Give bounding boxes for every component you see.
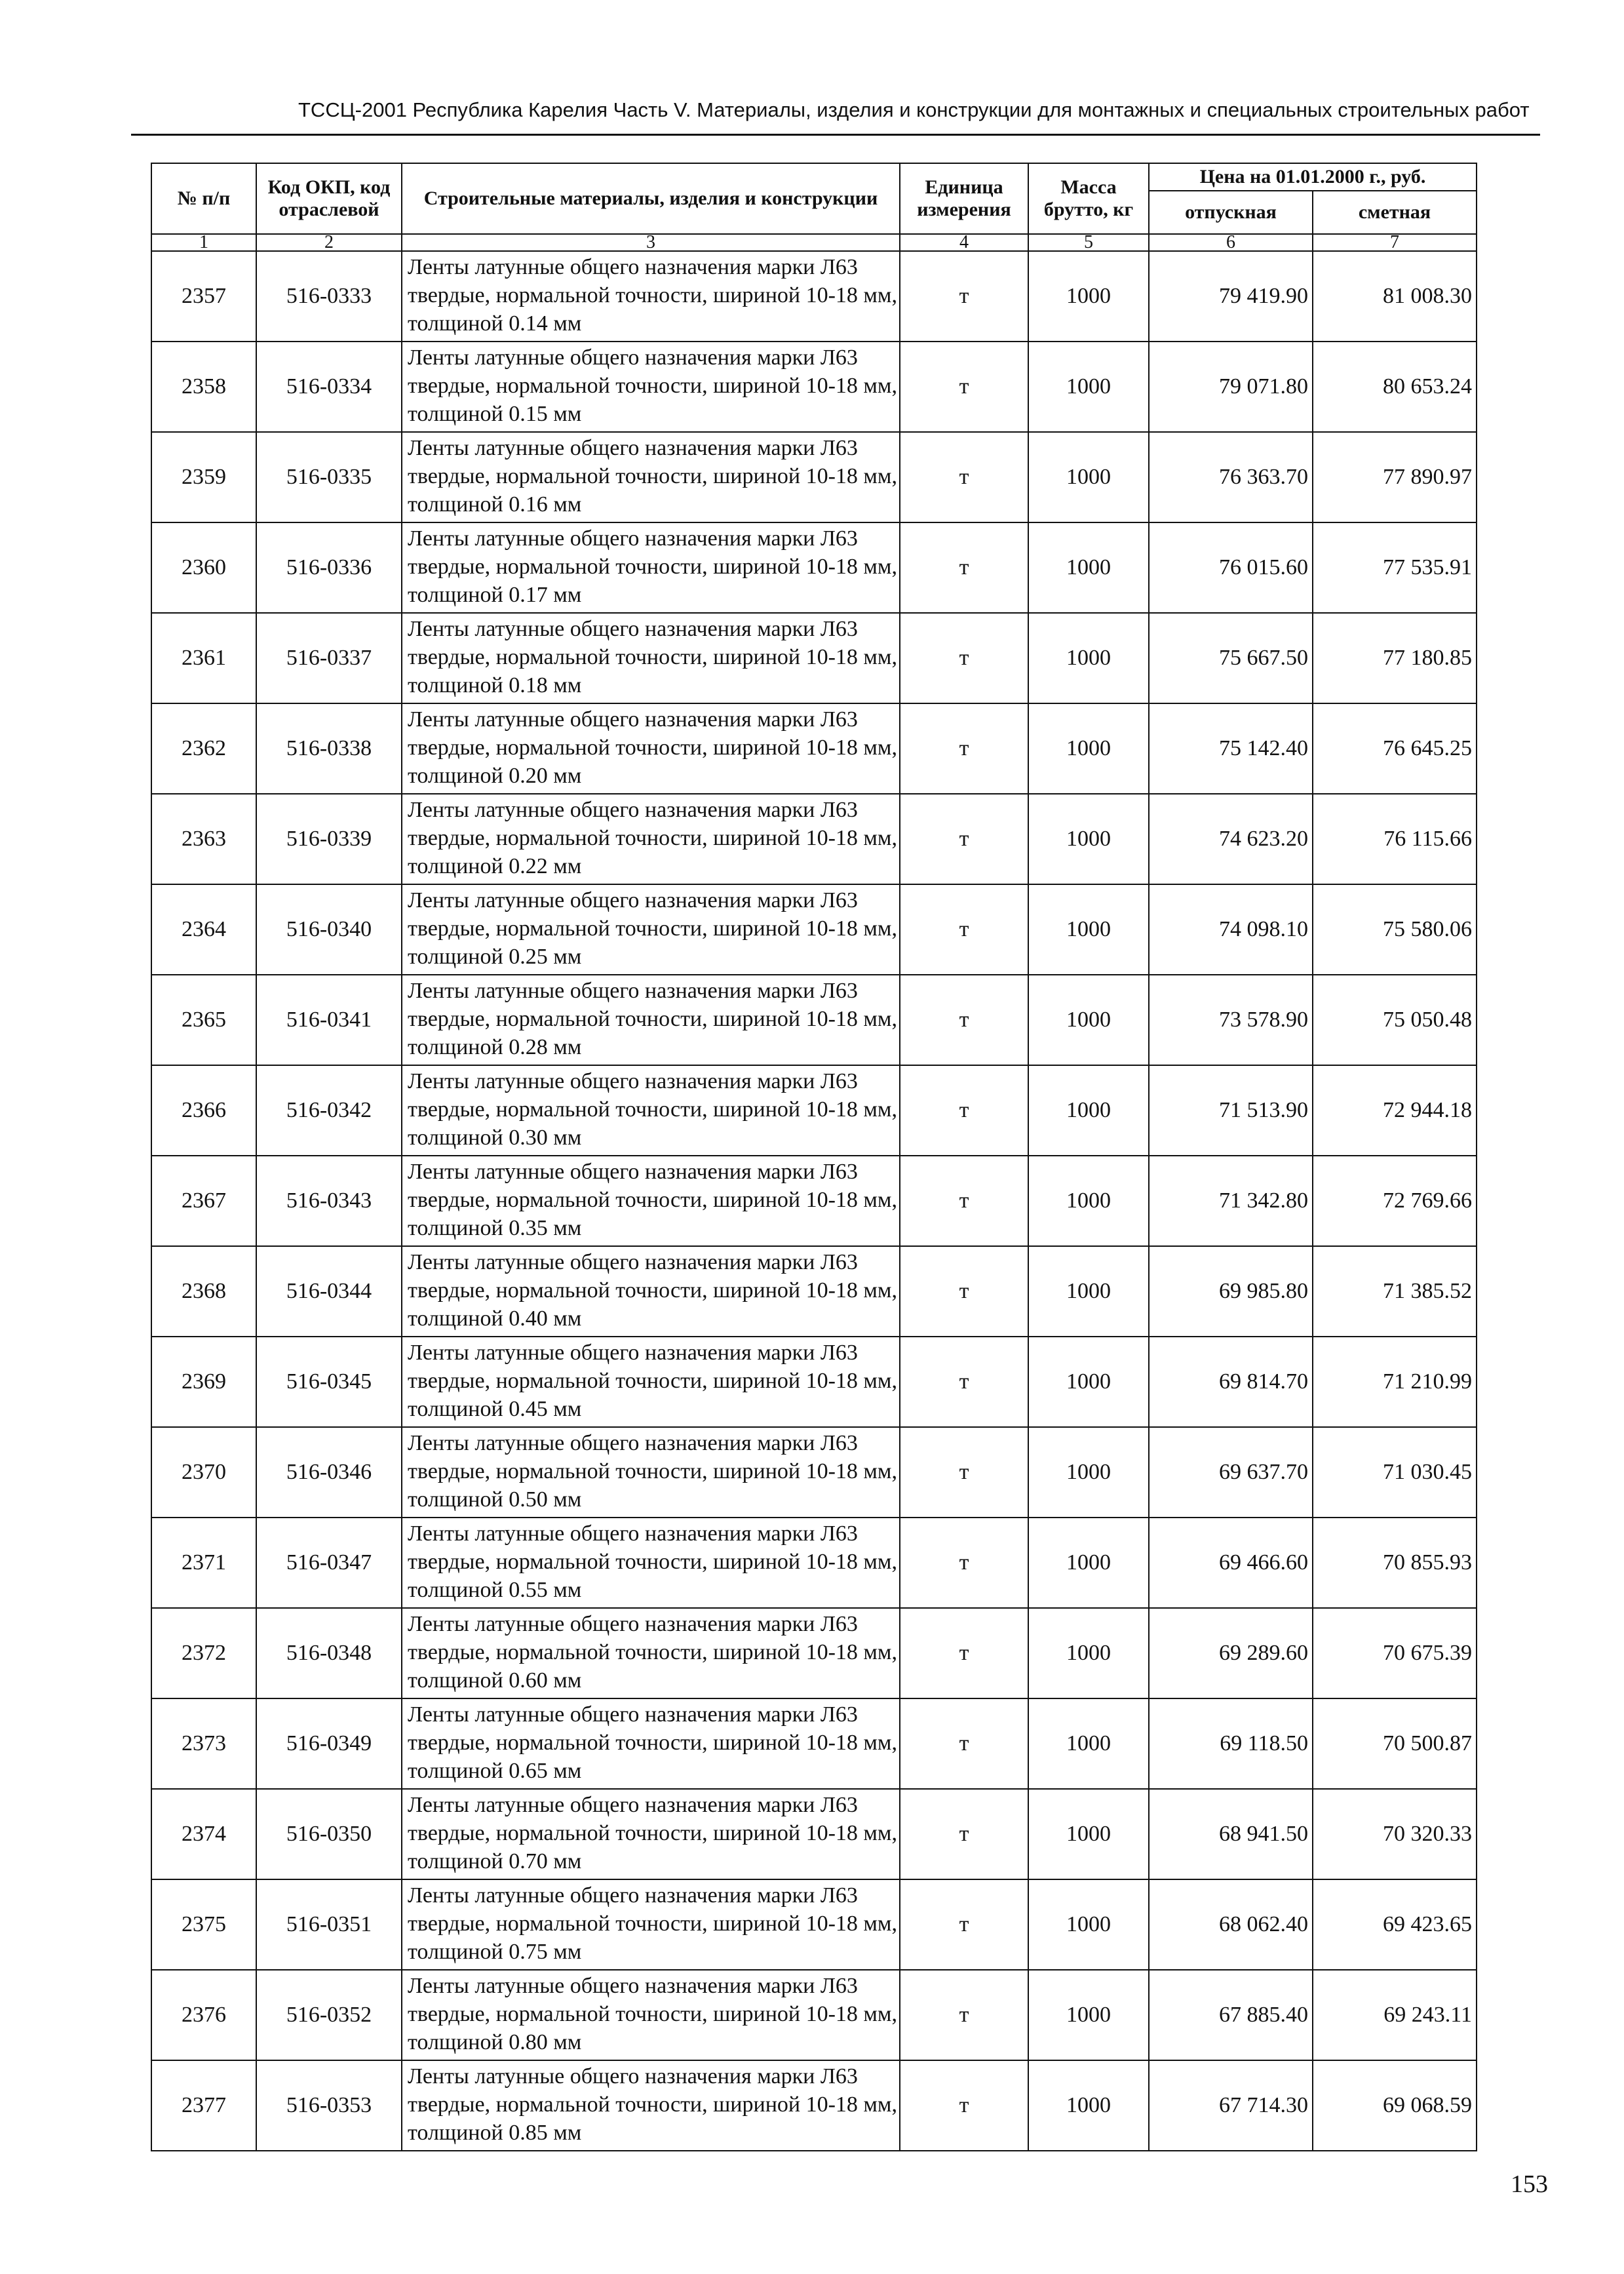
material-description: Ленты латунные общего назначения марки Л63 твердые, нормальной точности, шириной 10-18 мм, толщиной 0.60 мм	[402, 1608, 900, 1698]
okp-code: 516-0351	[256, 1879, 402, 1970]
release-price: 75 142.40	[1149, 703, 1313, 794]
material-description: Ленты латунные общего назначения марки Л63 твердые, нормальной точности, шириной 10-18 мм, толщиной 0.28 мм	[402, 975, 900, 1065]
row-number: 2367	[151, 1156, 256, 1246]
gross-mass: 1000	[1028, 522, 1149, 613]
material-description: Ленты латунные общего назначения марки Л63 твердые, нормальной точности, шириной 10-18 мм, толщиной 0.30 мм	[402, 1065, 900, 1156]
gross-mass: 1000	[1028, 1246, 1149, 1337]
unit-of-measure: т	[900, 794, 1028, 884]
gross-mass: 1000	[1028, 703, 1149, 794]
gross-mass: 1000	[1028, 1879, 1149, 1970]
estimate-price: 70 675.39	[1313, 1608, 1477, 1698]
okp-code: 516-0353	[256, 2060, 402, 2151]
release-price: 74 098.10	[1149, 884, 1313, 975]
okp-code: 516-0335	[256, 432, 402, 522]
gross-mass: 1000	[1028, 1970, 1149, 2060]
row-number: 2368	[151, 1246, 256, 1337]
estimate-price: 76 115.66	[1313, 794, 1477, 884]
estimate-price: 77 180.85	[1313, 613, 1477, 703]
unit-of-measure: т	[900, 1065, 1028, 1156]
col-header-mass: Масса брутто, кг	[1028, 163, 1149, 234]
material-description: Ленты латунные общего назначения марки Л63 твердые, нормальной точности, шириной 10-18 мм, толщиной 0.14 мм	[402, 251, 900, 342]
table-row	[151, 432, 1477, 522]
table-row	[151, 2060, 1477, 2151]
release-price: 71 342.80	[1149, 1156, 1313, 1246]
table-row	[151, 1246, 1477, 1337]
estimate-price: 70 500.87	[1313, 1698, 1477, 1789]
material-description: Ленты латунные общего назначения марки Л63 твердые, нормальной точности, шириной 10-18 мм, толщиной 0.55 мм	[402, 1518, 900, 1608]
unit-of-measure: т	[900, 1427, 1028, 1518]
release-price: 69 466.60	[1149, 1518, 1313, 1608]
release-price: 79 419.90	[1149, 251, 1313, 342]
table-row	[151, 975, 1477, 1065]
gross-mass: 1000	[1028, 342, 1149, 432]
gross-mass: 1000	[1028, 1156, 1149, 1246]
material-description: Ленты латунные общего назначения марки Л63 твердые, нормальной точности, шириной 10-18 мм, толщиной 0.22 мм	[402, 794, 900, 884]
material-description: Ленты латунные общего назначения марки Л63 твердые, нормальной точности, шириной 10-18 мм, толщиной 0.40 мм	[402, 1246, 900, 1337]
unit-of-measure: т	[900, 884, 1028, 975]
estimate-price: 69 243.11	[1313, 1970, 1477, 2060]
column-number: 3	[402, 234, 900, 251]
gross-mass: 1000	[1028, 1518, 1149, 1608]
table-row	[151, 1698, 1477, 1789]
material-description: Ленты латунные общего назначения марки Л63 твердые, нормальной точности, шириной 10-18 мм, толщиной 0.20 мм	[402, 703, 900, 794]
row-number: 2362	[151, 703, 256, 794]
estimate-price: 75 050.48	[1313, 975, 1477, 1065]
row-number: 2371	[151, 1518, 256, 1608]
gross-mass: 1000	[1028, 884, 1149, 975]
okp-code: 516-0345	[256, 1337, 402, 1427]
material-description: Ленты латунные общего назначения марки Л63 твердые, нормальной точности, шириной 10-18 мм, толщиной 0.70 мм	[402, 1789, 900, 1879]
col-header-price-group: Цена на 01.01.2000 г., руб.	[1149, 163, 1477, 191]
gross-mass: 1000	[1028, 1698, 1149, 1789]
unit-of-measure: т	[900, 1698, 1028, 1789]
page-number: 153	[1511, 2170, 1548, 2198]
unit-of-measure: т	[900, 2060, 1028, 2151]
material-description: Ленты латунные общего назначения марки Л63 твердые, нормальной точности, шириной 10-18 мм, толщиной 0.16 мм	[402, 432, 900, 522]
okp-code: 516-0343	[256, 1156, 402, 1246]
estimate-price: 72 944.18	[1313, 1065, 1477, 1156]
release-price: 69 985.80	[1149, 1246, 1313, 1337]
row-number: 2377	[151, 2060, 256, 2151]
row-number: 2376	[151, 1970, 256, 2060]
header-rule	[131, 134, 1540, 136]
material-description: Ленты латунные общего назначения марки Л63 твердые, нормальной точности, шириной 10-18 мм, толщиной 0.50 мм	[402, 1427, 900, 1518]
release-price: 67 885.40	[1149, 1970, 1313, 2060]
row-number: 2369	[151, 1337, 256, 1427]
estimate-price: 72 769.66	[1313, 1156, 1477, 1246]
column-number: 6	[1149, 234, 1313, 251]
material-description: Ленты латунные общего назначения марки Л63 твердые, нормальной точности, шириной 10-18 мм, толщиной 0.35 мм	[402, 1156, 900, 1246]
gross-mass: 1000	[1028, 1789, 1149, 1879]
table-row	[151, 1879, 1477, 1970]
column-number: 1	[151, 234, 256, 251]
table-row	[151, 1427, 1477, 1518]
gross-mass: 1000	[1028, 1337, 1149, 1427]
row-number: 2372	[151, 1608, 256, 1698]
release-price: 69 118.50	[1149, 1698, 1313, 1789]
price-table	[151, 163, 1477, 2151]
unit-of-measure: т	[900, 1156, 1028, 1246]
unit-of-measure: т	[900, 1337, 1028, 1427]
okp-code: 516-0340	[256, 884, 402, 975]
release-price: 68 062.40	[1149, 1879, 1313, 1970]
material-description: Ленты латунные общего назначения марки Л63 твердые, нормальной точности, шириной 10-18 мм, толщиной 0.17 мм	[402, 522, 900, 613]
material-description: Ленты латунные общего назначения марки Л63 твердые, нормальной точности, шириной 10-18 мм, толщиной 0.25 мм	[402, 884, 900, 975]
release-price: 73 578.90	[1149, 975, 1313, 1065]
row-number: 2375	[151, 1879, 256, 1970]
okp-code: 516-0348	[256, 1608, 402, 1698]
gross-mass: 1000	[1028, 975, 1149, 1065]
gross-mass: 1000	[1028, 251, 1149, 342]
row-number: 2366	[151, 1065, 256, 1156]
estimate-price: 71 210.99	[1313, 1337, 1477, 1427]
table-row	[151, 522, 1477, 613]
table-row	[151, 1337, 1477, 1427]
estimate-price: 75 580.06	[1313, 884, 1477, 975]
release-price: 71 513.90	[1149, 1065, 1313, 1156]
release-price: 69 637.70	[1149, 1427, 1313, 1518]
estimate-price: 70 320.33	[1313, 1789, 1477, 1879]
estimate-price: 76 645.25	[1313, 703, 1477, 794]
unit-of-measure: т	[900, 342, 1028, 432]
material-description: Ленты латунные общего назначения марки Л63 твердые, нормальной точности, шириной 10-18 мм, толщиной 0.65 мм	[402, 1698, 900, 1789]
unit-of-measure: т	[900, 251, 1028, 342]
column-number: 7	[1313, 234, 1477, 251]
okp-code: 516-0337	[256, 613, 402, 703]
row-number: 2374	[151, 1789, 256, 1879]
material-description: Ленты латунные общего назначения марки Л63 твердые, нормальной точности, шириной 10-18 мм, толщиной 0.85 мм	[402, 2060, 900, 2151]
column-number-row	[151, 234, 1477, 251]
table-row	[151, 1789, 1477, 1879]
okp-code: 516-0339	[256, 794, 402, 884]
unit-of-measure: т	[900, 975, 1028, 1065]
release-price: 76 015.60	[1149, 522, 1313, 613]
row-number: 2365	[151, 975, 256, 1065]
unit-of-measure: т	[900, 432, 1028, 522]
unit-of-measure: т	[900, 1518, 1028, 1608]
estimate-price: 69 068.59	[1313, 2060, 1477, 2151]
okp-code: 516-0333	[256, 251, 402, 342]
release-price: 75 667.50	[1149, 613, 1313, 703]
estimate-price: 77 890.97	[1313, 432, 1477, 522]
release-price: 69 289.60	[1149, 1608, 1313, 1698]
table-row	[151, 794, 1477, 884]
unit-of-measure: т	[900, 613, 1028, 703]
material-description: Ленты латунные общего назначения марки Л63 твердые, нормальной точности, шириной 10-18 мм, толщиной 0.75 мм	[402, 1879, 900, 1970]
table-row	[151, 342, 1477, 432]
okp-code: 516-0350	[256, 1789, 402, 1879]
row-number: 2373	[151, 1698, 256, 1789]
column-number: 5	[1028, 234, 1149, 251]
table-row	[151, 251, 1477, 342]
row-number: 2363	[151, 794, 256, 884]
unit-of-measure: т	[900, 1608, 1028, 1698]
unit-of-measure: т	[900, 522, 1028, 613]
unit-of-measure: т	[900, 1789, 1028, 1879]
table-row	[151, 1518, 1477, 1608]
material-description: Ленты латунные общего назначения марки Л63 твердые, нормальной точности, шириной 10-18 мм, толщиной 0.18 мм	[402, 613, 900, 703]
estimate-price: 69 423.65	[1313, 1879, 1477, 1970]
table-row	[151, 884, 1477, 975]
release-price: 79 071.80	[1149, 342, 1313, 432]
running-header: ТССЦ-2001 Республика Карелия Часть V. Материалы, изделия и конструкции для монтажных и специальных строительных работ	[298, 98, 1530, 121]
col-header-price-release: отпускная	[1149, 191, 1313, 234]
estimate-price: 71 030.45	[1313, 1427, 1477, 1518]
release-price: 76 363.70	[1149, 432, 1313, 522]
okp-code: 516-0347	[256, 1518, 402, 1608]
estimate-price: 70 855.93	[1313, 1518, 1477, 1608]
col-header-unit: Единица измерения	[900, 163, 1028, 234]
table-row	[151, 1065, 1477, 1156]
okp-code: 516-0344	[256, 1246, 402, 1337]
row-number: 2370	[151, 1427, 256, 1518]
column-number: 2	[256, 234, 402, 251]
row-number: 2361	[151, 613, 256, 703]
row-number: 2364	[151, 884, 256, 975]
okp-code: 516-0336	[256, 522, 402, 613]
okp-code: 516-0334	[256, 342, 402, 432]
estimate-price: 80 653.24	[1313, 342, 1477, 432]
unit-of-measure: т	[900, 1246, 1028, 1337]
material-description: Ленты латунные общего назначения марки Л63 твердые, нормальной точности, шириной 10-18 мм, толщиной 0.15 мм	[402, 342, 900, 432]
okp-code: 516-0341	[256, 975, 402, 1065]
table-row	[151, 1608, 1477, 1698]
gross-mass: 1000	[1028, 1065, 1149, 1156]
release-price: 69 814.70	[1149, 1337, 1313, 1427]
table-row	[151, 703, 1477, 794]
estimate-price: 71 385.52	[1313, 1246, 1477, 1337]
col-header-okp-code: Код ОКП, код отраслевой	[256, 163, 402, 234]
gross-mass: 1000	[1028, 794, 1149, 884]
okp-code: 516-0352	[256, 1970, 402, 2060]
unit-of-measure: т	[900, 1879, 1028, 1970]
col-header-material: Строительные материалы, изделия и конструкции	[402, 163, 900, 234]
table-row	[151, 613, 1477, 703]
gross-mass: 1000	[1028, 613, 1149, 703]
gross-mass: 1000	[1028, 2060, 1149, 2151]
row-number: 2360	[151, 522, 256, 613]
material-description: Ленты латунные общего назначения марки Л63 твердые, нормальной точности, шириной 10-18 мм, толщиной 0.45 мм	[402, 1337, 900, 1427]
release-price: 68 941.50	[1149, 1789, 1313, 1879]
estimate-price: 81 008.30	[1313, 251, 1477, 342]
table-body	[151, 251, 1477, 2151]
unit-of-measure: т	[900, 703, 1028, 794]
header-row	[151, 163, 1477, 191]
release-price: 67 714.30	[1149, 2060, 1313, 2151]
col-header-num: № п/п	[151, 163, 256, 234]
release-price: 74 623.20	[1149, 794, 1313, 884]
material-description: Ленты латунные общего назначения марки Л63 твердые, нормальной точности, шириной 10-18 мм, толщиной 0.80 мм	[402, 1970, 900, 2060]
table-row	[151, 1156, 1477, 1246]
gross-mass: 1000	[1028, 1427, 1149, 1518]
okp-code: 516-0342	[256, 1065, 402, 1156]
gross-mass: 1000	[1028, 432, 1149, 522]
column-number: 4	[900, 234, 1028, 251]
estimate-price: 77 535.91	[1313, 522, 1477, 613]
okp-code: 516-0349	[256, 1698, 402, 1789]
table-row	[151, 1970, 1477, 2060]
row-number: 2359	[151, 432, 256, 522]
okp-code: 516-0346	[256, 1427, 402, 1518]
row-number: 2358	[151, 342, 256, 432]
row-number: 2357	[151, 251, 256, 342]
unit-of-measure: т	[900, 1970, 1028, 2060]
gross-mass: 1000	[1028, 1608, 1149, 1698]
col-header-price-estimate: сметная	[1313, 191, 1477, 234]
okp-code: 516-0338	[256, 703, 402, 794]
